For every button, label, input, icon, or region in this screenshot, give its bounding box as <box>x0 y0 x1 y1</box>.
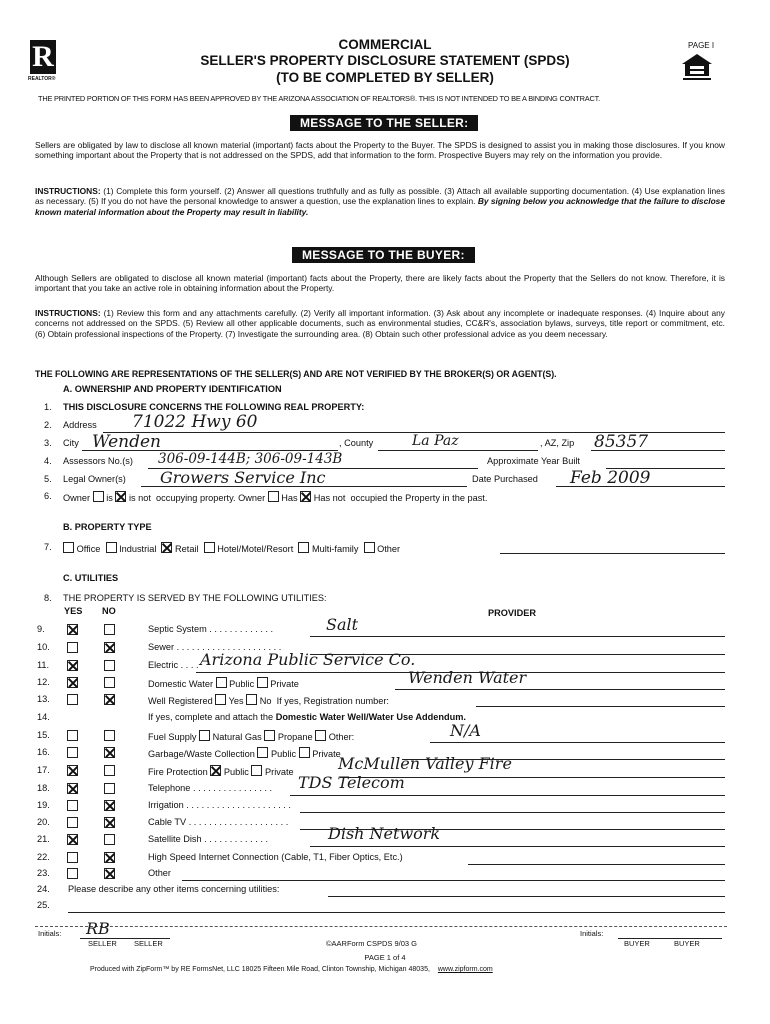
type-office-checkbox[interactable] <box>63 542 74 553</box>
water-provider-line <box>395 689 725 690</box>
irrigation-label: Irrigation . . . . . . . . . . . . . . . . . . . . . <box>148 800 291 810</box>
sewer-no-checkbox[interactable] <box>104 642 115 653</box>
fire-no-checkbox[interactable] <box>104 765 115 776</box>
septic-provider-field[interactable]: Salt <box>326 615 359 634</box>
cable-yes-checkbox[interactable] <box>67 817 78 828</box>
occupied-past-text: occupied the Property in the past. <box>350 493 488 503</box>
line-number: 4. <box>44 456 52 466</box>
well-registered-yes-checkbox[interactable] <box>215 694 226 705</box>
water-provider-field[interactable]: Wenden Water <box>408 668 527 687</box>
type-industrial-checkbox[interactable] <box>106 542 117 553</box>
zip-field[interactable]: 85357 <box>594 432 649 452</box>
fire-row <box>148 765 294 778</box>
zipform-link[interactable]: www.zipform.com <box>437 966 493 973</box>
garbage-public-label: Public <box>271 749 297 759</box>
type-hotel-checkbox[interactable] <box>204 542 215 553</box>
owner-is-not-label: is not <box>128 493 151 503</box>
city-field[interactable]: Wenden <box>92 432 161 452</box>
well-addendum-note: If yes, complete and attach the Domestic Water Well/Water Use Addendum. <box>148 712 466 722</box>
septic-label: Septic System . . . . . . . . . . . . . <box>148 624 274 634</box>
form-code: ©AARForm CSPDS 9/03 G <box>326 939 417 948</box>
internet-label: High Speed Internet Connection (Cable, T1, Fiber Optics, Etc.) <box>148 852 403 862</box>
telephone-provider-line <box>290 795 725 796</box>
telephone-label: Telephone . . . . . . . . . . . . . . . . <box>148 783 273 793</box>
internet-yes-checkbox[interactable] <box>67 852 78 863</box>
telephone-no-checkbox[interactable] <box>104 783 115 794</box>
realtor-caption: REALTOR® <box>28 76 56 82</box>
well-yes-checkbox[interactable] <box>67 694 78 705</box>
fuel-yes-checkbox[interactable] <box>67 730 78 741</box>
title-line-1: COMMERCIAL <box>338 37 432 52</box>
satellite-label: Satellite Dish . . . . . . . . . . . . . <box>148 834 268 844</box>
sewer-label: Sewer . . . . . . . . . . . . . . . . . . . . . <box>148 642 282 652</box>
fire-private-label: Private <box>265 767 294 777</box>
section-b-heading: B. PROPERTY TYPE <box>63 522 152 532</box>
buyer-message-banner: MESSAGE TO THE BUYER: <box>292 247 475 263</box>
line-number: 21. <box>37 834 50 844</box>
equal-housing-icon <box>679 52 715 82</box>
produced-by: Produced with ZipForm™ by RE FormsNet, LLC 18025 Fifteen Mile Road, Clinton Township, Michigan 48035, www.zipform.com <box>90 966 493 973</box>
type-multifamily-label: Multi-family <box>311 544 359 554</box>
address-field[interactable]: 71022 Hwy 60 <box>132 412 258 432</box>
fuel-propane-checkbox[interactable] <box>264 730 275 741</box>
fuel-other-label: Other: <box>328 732 355 742</box>
buyer-1-label: BUYER <box>624 939 650 948</box>
garbage-public-checkbox[interactable] <box>257 747 268 758</box>
buyer-2-label: BUYER <box>674 939 700 948</box>
describe-utilities-label: Please describe any other items concerning utilities: <box>68 884 280 894</box>
seller-initials-label: Initials: <box>38 929 62 938</box>
line-number: 16. <box>37 747 50 757</box>
owner-is-checkbox[interactable] <box>93 491 104 502</box>
owner-has-not-checkbox[interactable] <box>300 491 311 502</box>
garbage-no-checkbox[interactable] <box>104 747 115 758</box>
printed-portion-note: THE PRINTED PORTION OF THIS FORM HAS BEEN APPROVED BY THE ARIZONA ASSOCIATION OF REALTORS®. THIS IS NOT INTENDED TO BE A BINDING CONTRACT. <box>38 94 600 103</box>
seller-instructions-label: INSTRUCTIONS: <box>35 186 101 196</box>
line-number: 6. <box>44 491 52 501</box>
line-number: 15. <box>37 730 50 740</box>
line-number: 10. <box>37 642 50 652</box>
fuel-propane-label: Propane <box>277 732 313 742</box>
seller-message-text: Sellers are obligated by law to disclose all known material (important) facts about the Property to the Buyer. The SPDS is designed to assist you in making those disclosures. If you know something important about the Property that is not addressed on the SPDS, add that information to the form. Prospective Buyers may rely on the information you provide. <box>35 140 725 161</box>
garbage-row <box>148 747 341 760</box>
fire-public-label: Public <box>223 767 249 777</box>
county-line <box>378 450 538 451</box>
line-number: 24. <box>37 884 50 894</box>
fire-private-checkbox[interactable] <box>251 765 262 776</box>
line-number: 18. <box>37 783 50 793</box>
fuel-other-line <box>430 742 725 743</box>
city-label: City <box>63 438 79 448</box>
internet-no-checkbox[interactable] <box>104 852 115 863</box>
irrigation-no-checkbox[interactable] <box>104 800 115 811</box>
line-number: 11. <box>37 660 50 670</box>
title-line-2: SELLER'S PROPERTY DISCLOSURE STATEMENT (SPDS) <box>200 53 570 68</box>
septic-yes-checkbox[interactable] <box>67 624 78 635</box>
az-zip-label: , AZ, Zip <box>540 438 575 448</box>
fuel-no-checkbox[interactable] <box>104 730 115 741</box>
line-number: 22. <box>37 852 50 862</box>
cable-label: Cable TV . . . . . . . . . . . . . . . . . . . . <box>148 817 289 827</box>
fuel-row <box>148 730 354 743</box>
provider-column-header: PROVIDER <box>488 608 536 618</box>
type-office-label: Office <box>76 544 101 554</box>
date-purchased-label: Date Purchased <box>472 474 538 484</box>
type-multifamily-checkbox[interactable] <box>298 542 309 553</box>
seller-2-label: SELLER <box>134 939 163 948</box>
satellite-provider-field[interactable]: Dish Network <box>328 824 441 843</box>
other-no-checkbox[interactable] <box>104 868 115 879</box>
date-purchased-field[interactable]: Feb 2009 <box>570 468 651 488</box>
well-label: Well Registered <box>148 696 213 706</box>
line-number: 1. <box>44 402 52 412</box>
seller-instructions <box>35 186 725 217</box>
buyer-instructions-label: INSTRUCTIONS: <box>35 308 101 318</box>
owner-has-checkbox[interactable] <box>268 491 279 502</box>
line-number: 14. <box>37 712 50 722</box>
footer-divider <box>35 926 727 927</box>
buyer-initials-label: Initials: <box>580 929 604 938</box>
fuel-label: Fuel Supply <box>148 732 197 742</box>
occupying-text: occupying property. Owner <box>156 493 266 503</box>
other-yes-checkbox[interactable] <box>67 868 78 879</box>
type-other-line[interactable] <box>500 553 725 554</box>
telephone-yes-checkbox[interactable] <box>67 783 78 794</box>
other-utility-field[interactable] <box>182 880 725 881</box>
water-no-checkbox[interactable] <box>104 677 115 688</box>
water-label: Domestic Water <box>148 679 214 689</box>
section-c-heading: C. UTILITIES <box>63 573 119 583</box>
well-registration-field[interactable] <box>476 706 725 707</box>
water-private-label: Private <box>270 679 299 689</box>
seller-1-label: SELLER <box>88 939 117 948</box>
owner-has-not-label: Has not <box>313 493 346 503</box>
well-registered-no-checkbox[interactable] <box>246 694 257 705</box>
well-no-label: No <box>259 696 272 706</box>
line-number: 20. <box>37 817 50 827</box>
owner-is-not-checkbox[interactable] <box>115 491 126 502</box>
page-label: PAGE I <box>688 41 715 50</box>
irrigation-provider-field[interactable] <box>300 812 725 813</box>
representations-notice: THE FOLLOWING ARE REPRESENTATIONS OF THE SELLER(S) AND ARE NOT VERIFIED BY THE BROKER(S) OR AGENT(S). <box>35 369 557 379</box>
owner-has-label: Has <box>281 493 298 503</box>
water-public-label: Public <box>229 679 255 689</box>
line-number: 7. <box>44 542 52 552</box>
assessor-field[interactable]: 306-09-144B; 306-09-143B <box>158 451 343 467</box>
line-number: 13. <box>37 694 50 704</box>
fire-label: Fire Protection <box>148 767 208 777</box>
type-other-label: Other <box>377 544 401 554</box>
line-number: 8. <box>44 593 52 603</box>
type-industrial-label: Industrial <box>119 544 157 554</box>
realtor-logo-icon: R <box>30 40 56 74</box>
seller-initials-field[interactable]: RB <box>86 919 110 938</box>
buyer-instructions <box>35 308 725 339</box>
type-other-checkbox[interactable] <box>364 542 375 553</box>
fuel-gas-checkbox[interactable] <box>199 730 210 741</box>
internet-provider-field[interactable] <box>468 864 725 865</box>
water-yes-checkbox[interactable] <box>67 677 78 688</box>
buyer-instructions-text: (1) Review this form and any attachments carefully. (2) Verify all important information. (3) Ask about any incomplete or inadequate responses. (4) Inquire about any concerns not addressed on the SPDS. (5) Review all other applicable documents, such as environmental studies, CC&R's, association bylaws, surveys, title report or commitment, etc. (6) Obtain professional inspections of the Property. (7) Investigate the surrounding area. (8) Obtain such other professional advice as you deem necessary. <box>35 308 725 339</box>
electric-label: Electric . . . . <box>148 660 199 670</box>
address-label: Address <box>63 420 97 430</box>
well-registration-label: If yes, Registration number: <box>276 696 389 706</box>
line-number: 12. <box>37 677 50 687</box>
fuel-other-field[interactable]: N/A <box>450 721 481 740</box>
seller-instructions-emphasis: By signing below you acknowledge that the failure to disclose known material information about the Property may result in liability. <box>35 196 726 217</box>
type-retail-checkbox[interactable] <box>161 542 172 553</box>
line-number: 17. <box>37 765 50 775</box>
page-number: PAGE 1 of 4 <box>364 953 406 962</box>
line-number: 9. <box>37 624 45 634</box>
septic-provider-line <box>310 636 725 637</box>
disclosure-concerns-line: THIS DISCLOSURE CONCERNS THE FOLLOWING REAL PROPERTY: <box>63 402 365 412</box>
buyer-message-text: Although Sellers are obligated to disclose all known material (important) facts about the Property, there are likely facts about the Property that the Sellers do not know. Therefore, it is important that you take an active role in obtaining information about the Property. <box>35 273 725 294</box>
describe-utilities-field[interactable] <box>328 896 725 897</box>
electric-yes-checkbox[interactable] <box>67 660 78 671</box>
garbage-yes-checkbox[interactable] <box>67 747 78 758</box>
county-label: , County <box>339 438 374 448</box>
well-row <box>148 694 389 707</box>
garbage-label: Garbage/Waste Collection <box>148 749 255 759</box>
satellite-yes-checkbox[interactable] <box>67 834 78 845</box>
line-number: 5. <box>44 474 52 484</box>
property-type-row <box>63 542 400 555</box>
section-a-heading: A. OWNERSHIP AND PROPERTY IDENTIFICATION <box>63 384 282 394</box>
cable-no-checkbox[interactable] <box>104 817 115 828</box>
satellite-provider-line <box>310 846 725 847</box>
no-column-header: NO <box>102 606 116 616</box>
seller-instructions-text: (1) Complete this form yourself. (2) Answer all questions truthfully and as fully as possible. (3) Attach all available supporting documentation. (4) Use explanation lines as necessary. (5) If you do not have the personal knowledge to answer a question, use the explanation lines to explain. <box>35 186 725 207</box>
telephone-provider-field[interactable]: TDS Telecom <box>298 773 405 792</box>
line-number: 3. <box>44 438 52 448</box>
fire-yes-checkbox[interactable] <box>67 765 78 776</box>
year-built-label: Approximate Year Built <box>487 456 580 466</box>
title-line-3: (TO BE COMPLETED BY SELLER) <box>276 70 494 85</box>
fire-public-checkbox[interactable] <box>210 765 221 776</box>
other-utility-label: Other <box>148 868 171 878</box>
owner-occupancy-row <box>63 491 487 504</box>
fire-provider-field[interactable]: McMullen Valley Fire <box>338 754 512 773</box>
line-number: 23. <box>37 868 50 878</box>
type-hotel-label: Hotel/Motel/Resort <box>217 544 294 554</box>
satellite-no-checkbox[interactable] <box>104 834 115 845</box>
electric-no-checkbox[interactable] <box>104 660 115 671</box>
utilities-intro: THE PROPERTY IS SERVED BY THE FOLLOWING UTILITIES: <box>63 593 327 603</box>
well-yes-label: Yes <box>228 696 244 706</box>
septic-no-checkbox[interactable] <box>104 624 115 635</box>
line-number: 2. <box>44 420 52 430</box>
legal-owner-field[interactable]: Growers Service Inc <box>160 468 326 487</box>
fuel-other-checkbox[interactable] <box>315 730 326 741</box>
water-public-checkbox[interactable] <box>216 677 227 688</box>
seller-message-banner: MESSAGE TO THE SELLER: <box>290 115 478 131</box>
garbage-private-checkbox[interactable] <box>299 747 310 758</box>
type-retail-label: Retail <box>175 544 199 554</box>
electric-provider-field[interactable]: Arizona Public Service Co. <box>200 650 416 669</box>
garbage-private-label: Private <box>312 749 341 759</box>
line-number: 25. <box>37 900 50 910</box>
describe-utilities-line-2[interactable] <box>68 912 725 913</box>
legal-owner-label: Legal Owner(s) <box>63 474 126 484</box>
fuel-gas-label: Natural Gas <box>212 732 262 742</box>
owner-is-label: is <box>106 493 113 503</box>
water-private-checkbox[interactable] <box>257 677 268 688</box>
yes-column-header: YES <box>64 606 83 616</box>
water-row <box>148 677 299 690</box>
well-no-checkbox[interactable] <box>104 694 115 705</box>
sewer-yes-checkbox[interactable] <box>67 642 78 653</box>
irrigation-yes-checkbox[interactable] <box>67 800 78 811</box>
line-number: 19. <box>37 800 50 810</box>
owner-label: Owner <box>63 493 91 503</box>
assessor-label: Assessors No.(s) <box>63 456 133 466</box>
county-field[interactable]: La Paz <box>412 433 459 449</box>
